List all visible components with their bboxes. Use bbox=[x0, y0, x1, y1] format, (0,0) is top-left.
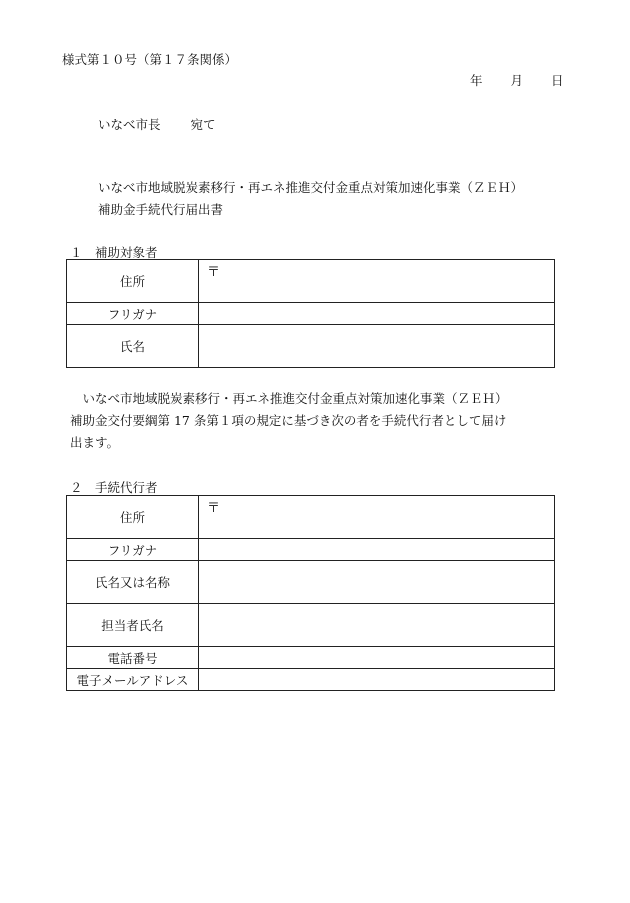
table-row bbox=[67, 561, 555, 604]
body-paragraph bbox=[70, 388, 560, 454]
agent-name-label: 氏名又は名称 bbox=[67, 561, 199, 604]
section2-heading: ２ 手続代行者 bbox=[70, 480, 158, 495]
furigana-label: フリガナ bbox=[67, 303, 199, 325]
name-field[interactable] bbox=[199, 325, 555, 368]
body-line: 補助金交付要綱第 17 条第１項の規定に基づき次の者を手続代行者として届け bbox=[70, 413, 507, 428]
postal-mark: 〒 bbox=[207, 501, 221, 516]
body-line: 出ます。 bbox=[70, 435, 120, 450]
section1-heading: １ 補助対象者 bbox=[70, 245, 158, 260]
email-field[interactable] bbox=[199, 669, 555, 691]
address-label: 住所 bbox=[67, 260, 199, 303]
email-label: 電子メールアドレス bbox=[67, 669, 199, 691]
addressee-suffix: 宛て bbox=[190, 117, 216, 132]
table-row bbox=[67, 325, 555, 368]
date-day: 日 bbox=[551, 73, 564, 88]
address-field[interactable] bbox=[199, 260, 555, 303]
date-month: 月 bbox=[510, 73, 524, 88]
table-row bbox=[67, 539, 555, 561]
form-number: 様式第１０号（第１７条関係） bbox=[62, 52, 238, 67]
agent-table bbox=[66, 495, 555, 691]
body-line: いなべ市地域脱炭素移行・再エネ推進交付金重点対策加速化事業（ＺＥＨ） bbox=[70, 391, 508, 406]
contact-person-field[interactable] bbox=[199, 604, 555, 647]
agent-furigana-label: フリガナ bbox=[67, 539, 199, 561]
agent-address-label: 住所 bbox=[67, 496, 199, 539]
contact-person-label: 担当者氏名 bbox=[67, 604, 199, 647]
phone-label: 電話番号 bbox=[67, 647, 199, 669]
date-year: 年 bbox=[470, 73, 483, 88]
agent-name-field[interactable] bbox=[199, 561, 555, 604]
addressee-name: いなべ市長 bbox=[98, 117, 161, 132]
agent-address-field[interactable] bbox=[199, 496, 555, 539]
postal-mark: 〒 bbox=[207, 265, 221, 280]
document-title-line1: いなべ市地域脱炭素移行・再エネ推進交付金重点対策加速化事業（ＺＥＨ） bbox=[98, 180, 524, 195]
furigana-field[interactable] bbox=[199, 303, 555, 325]
date-line bbox=[470, 71, 564, 89]
table-row bbox=[67, 669, 555, 691]
table-row bbox=[67, 604, 555, 647]
document-title-line2: 補助金手続代行届出書 bbox=[98, 202, 224, 217]
addressee bbox=[98, 115, 216, 133]
table-row bbox=[67, 496, 555, 539]
subsidy-target-table bbox=[66, 259, 555, 368]
table-row bbox=[67, 303, 555, 325]
name-label: 氏名 bbox=[67, 325, 199, 368]
phone-field[interactable] bbox=[199, 647, 555, 669]
table-row bbox=[67, 260, 555, 303]
agent-furigana-field[interactable] bbox=[199, 539, 555, 561]
table-row bbox=[67, 647, 555, 669]
